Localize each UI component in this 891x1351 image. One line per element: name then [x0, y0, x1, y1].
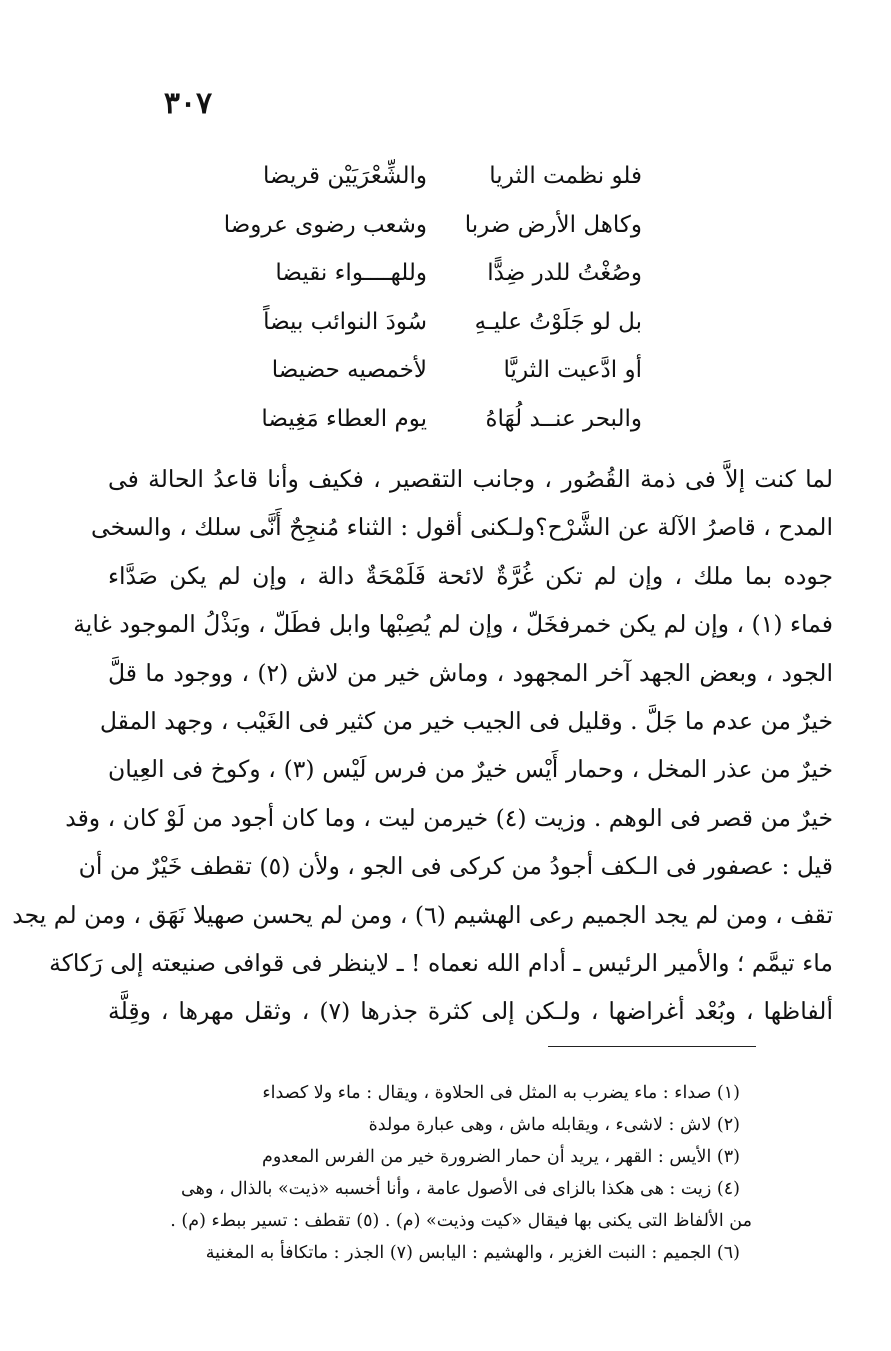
- verse-second-hemistich: والشِّعْرَيَيْن قريضا: [262, 163, 427, 190]
- page-number: ٣٠٧: [163, 86, 213, 121]
- poem: [223, 152, 642, 443]
- verse-first-hemistich: والبحر عنــد لُهَاهُ: [485, 405, 642, 432]
- poem-verse: [223, 201, 642, 250]
- verse-first-hemistich: بل لو جَلَوْتُ عليـهِ: [474, 308, 642, 335]
- prose-line: المدح ، قاصرُ الآلة عن الشَّرْح؟ولـكنى أقول : الثناء مُنجِحٌ أَنَّى سلك ، والسخى: [91, 513, 833, 542]
- footnote: (٢) لاش : لاشىء ، ويقابله ماش ، وهى عبارة مولدة: [368, 1115, 740, 1135]
- footnote: (٦) الجميم : النبت الغزير ، والهشيم : اليابس (٧) الجذر : ماتكافأ به المغنية: [205, 1243, 740, 1263]
- footnote: (٣) الأيس : القهر ، يريد أن حمار الضرورة خير من الفرس المعدوم: [261, 1147, 740, 1167]
- poem-verse: [232, 249, 642, 298]
- verse-second-hemistich: يوم العطاء مَغِيضا: [261, 405, 427, 432]
- poem-verse: [232, 298, 642, 347]
- prose-line: ماء تيمَّم ؛ والأمير الرئيس ـ أدام الله نعماه ! ـ لاينظر فى قوافى صنيعته إلى رَكاكة: [49, 948, 833, 977]
- verse-second-hemistich: لأخمصيه حضيضا: [271, 357, 427, 384]
- verse-second-hemistich: وللهــــواء نقيضا: [275, 260, 427, 287]
- footnotes: [110, 1077, 752, 1269]
- prose-line: خيرٌ من عذر المخل ، وحمار أَيْس خيرٌ من فرس لَيْس (٣) ، وكوخ فى العِيان: [108, 755, 834, 784]
- prose-line: تقف ، ومن لم يجد الجميم رعى الهشيم (٦) ، ومن لم يحسن صهيلا نَهَق ، ومن لم يجد: [12, 900, 833, 929]
- verse-first-hemistich: وكاهل الأرض ضربا: [464, 211, 642, 238]
- prose-line: خيرٌ من عدم ما جَلَّ . وقليل فى الجيب خير من كثير فى الغَيْب ، وجهد المقل: [99, 706, 833, 735]
- prose-line: قيل : عصفور فى الـكف أجودُ من كركى فى الجو ، ولأن (٥) تقطف خَيْرٌ من أن: [78, 852, 833, 881]
- verse-second-hemistich: وشعب رضوى عروضا: [223, 211, 427, 238]
- verse-first-hemistich: أو ادَّعيت الثريَّا: [503, 357, 642, 384]
- prose-line: جوده بما ملك ، وإن لم تكن غُرَّةٌ لائحة فَلَمْحَةٌ دالة ، وإن لم يكن صَدَّاء: [108, 561, 833, 590]
- footnote-separator: [548, 1046, 756, 1047]
- verse-first-hemistich: وصُغْتُ للدر ضِدًّا: [487, 260, 642, 287]
- prose-paragraph: [12, 455, 834, 1036]
- prose-line: ألفاظها ، وبُعْد أغراضها ، ولـكن إلى كثرة جذرها (٧) ، وثقل مهرها ، وقِلَّة: [108, 997, 833, 1026]
- footnote: من الألفاظ التى يكنى بها فيقال «كيت وذيت» (م) . (٥) تقطف : تسير ببطء (م) .: [170, 1211, 752, 1231]
- poem-verse: [232, 395, 642, 444]
- prose-line: لما كنت إلاَّ فى ذمة القُصُور ، وجانب التقصير ، فكيف وأنا قاعدُ الحالة فى: [108, 465, 833, 493]
- footnote: (١) صداء : ماء يضرب به المثل فى الحلاوة ، ويقال : ماء ولا كصداء: [262, 1083, 740, 1103]
- poem-verse: [232, 152, 642, 201]
- prose-line: الجود ، وبعض الجهد آخر المجهود ، وماش خير من لاش (٢) ، ووجود ما قلَّ: [108, 658, 833, 687]
- verse-first-hemistich: فلو نظمت الثريا: [489, 163, 642, 190]
- verse-second-hemistich: سُودَ النوائب بيضاً: [263, 308, 427, 335]
- poem-verse: [232, 346, 642, 395]
- footnote: (٤) زيت : هى هكذا بالزاى فى الأصول عامة ، وأنا أخسبه «ذيت» بالذال ، وهى: [181, 1179, 740, 1199]
- prose-line: خيرٌ من قصر فى الوهم . وزيت (٤) خيرمن ليت ، وما كان أجود من لَوْ كان ، وقد: [65, 803, 833, 832]
- prose-line: فماء (١) ، وإن لم يكن خمرفخَلّ ، وإن لم يُصِبْها وابل فطَلّ ، وبَذْلُ الموجود غاية: [73, 610, 833, 639]
